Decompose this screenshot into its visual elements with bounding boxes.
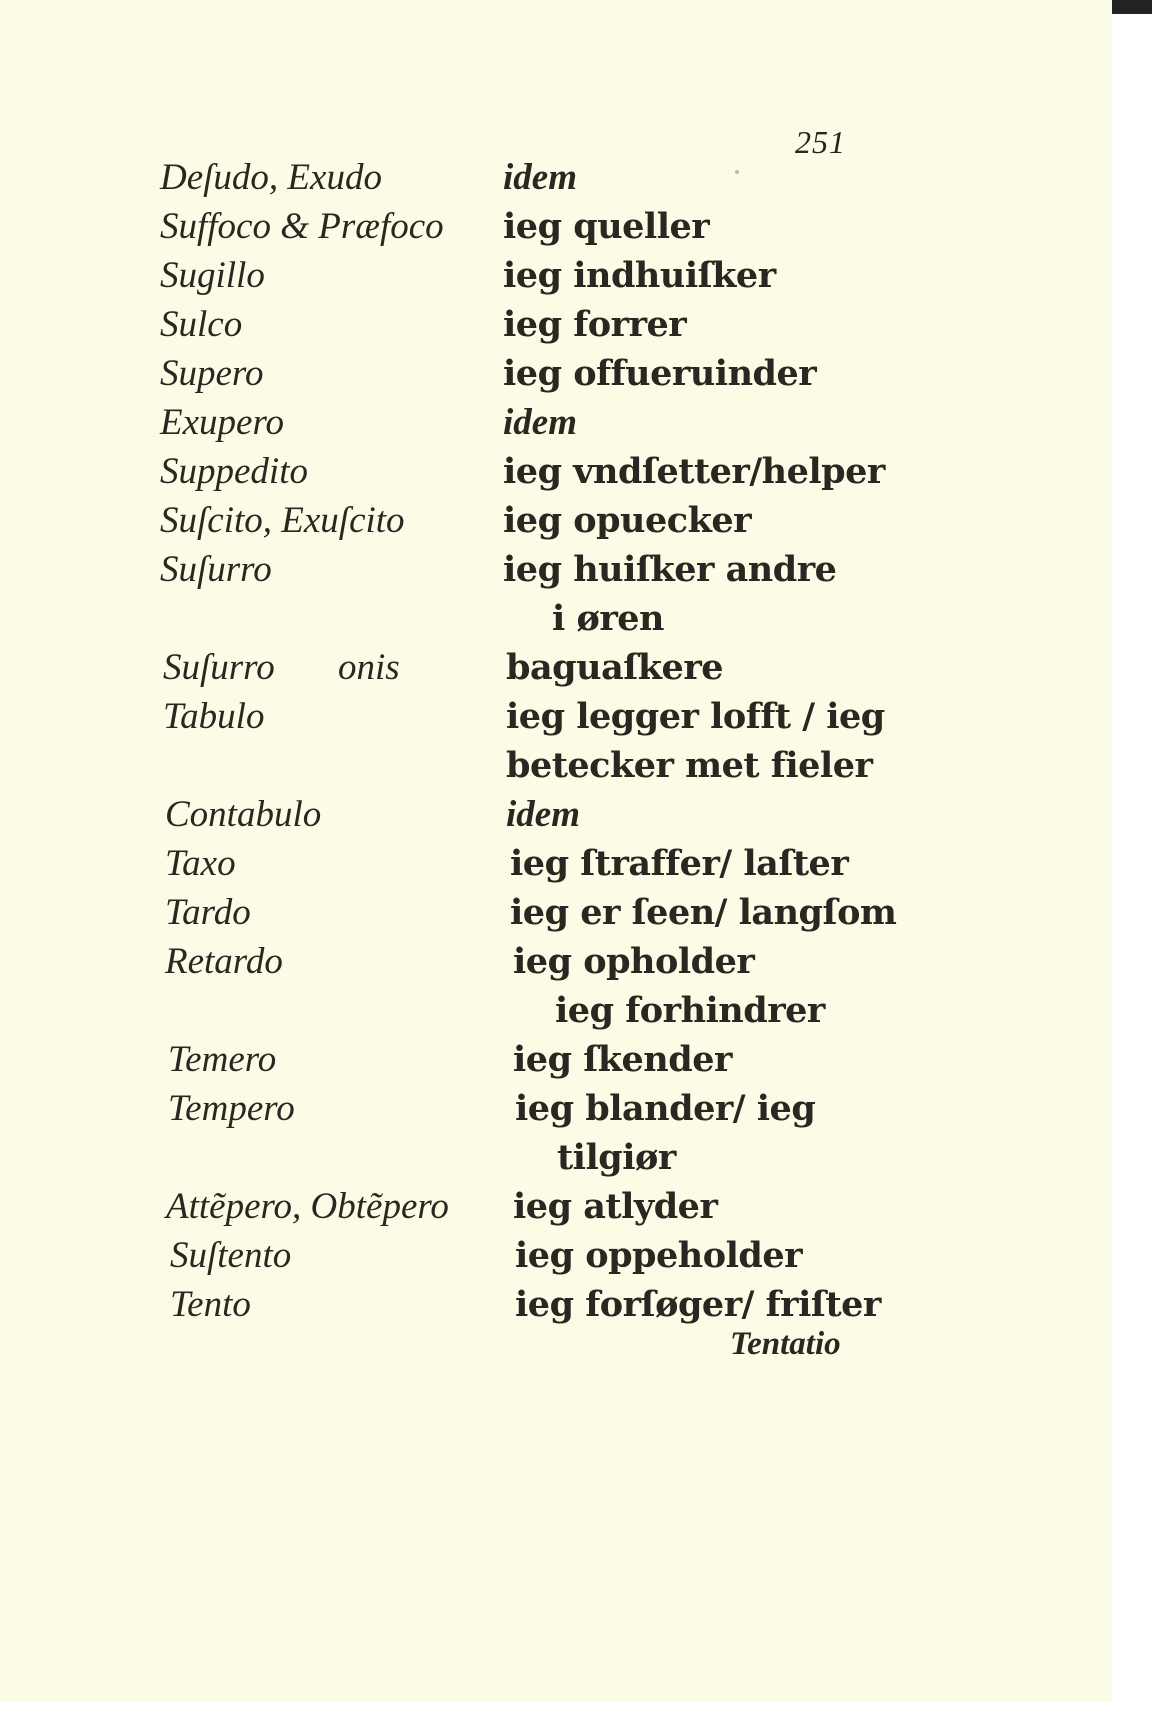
page-number: 251 — [795, 124, 846, 160]
danish-gloss: ieg offueruinder — [503, 353, 817, 394]
latin-term: Tardo — [165, 892, 251, 933]
catchword: Tentatio — [730, 1326, 841, 1362]
latin-term: Temero — [168, 1039, 277, 1080]
latin-term: Sugillo — [160, 255, 265, 296]
danish-gloss: ieg forrer — [503, 304, 687, 345]
latin-term: Suſurro — [160, 549, 272, 590]
danish-gloss: idem — [506, 794, 580, 835]
danish-gloss: ieg opholder — [513, 941, 755, 982]
latin-term: Supero — [160, 353, 264, 394]
danish-gloss: ieg legger lofft / ieg — [506, 696, 885, 737]
latin-term: Taxo — [165, 843, 236, 884]
danish-gloss: idem — [503, 157, 577, 198]
danish-gloss-continued: ieg forhindrer — [555, 990, 825, 1031]
danish-gloss: ieg atlyder — [513, 1186, 718, 1227]
danish-gloss: baguaſkere — [506, 647, 724, 688]
danish-gloss-continued: tilgiør — [557, 1137, 676, 1178]
latin-term: Sulco — [160, 304, 243, 345]
latin-term: Contabulo — [165, 794, 322, 835]
danish-gloss: ieg queller — [503, 206, 710, 247]
danish-gloss: ieg er ſeen/ langſom — [510, 892, 897, 933]
ink-speck — [735, 170, 739, 174]
latin-term: Tabulo — [163, 696, 265, 737]
danish-gloss-continued: i øren — [552, 598, 664, 639]
latin-term: Suſtento — [170, 1235, 292, 1276]
latin-term-suffix: onis — [338, 647, 400, 688]
latin-term: Retardo — [165, 941, 283, 982]
danish-gloss-continued: betecker met fieler — [506, 745, 873, 786]
danish-gloss: ieg opuecker — [503, 500, 752, 541]
danish-gloss: ieg indhuiſker — [503, 255, 776, 296]
danish-gloss: ieg huiſker andre — [503, 549, 837, 590]
latin-term: Tento — [170, 1284, 251, 1325]
danish-gloss: ieg blander/ ieg — [515, 1088, 816, 1129]
latin-term: Suffoco & Præfoco — [160, 206, 444, 247]
latin-term: Attẽpero, Obtẽpero — [166, 1186, 449, 1227]
scan-edge — [1112, 0, 1152, 14]
latin-term: Suſcito, Exuſcito — [160, 500, 405, 541]
danish-gloss: ieg oppeholder — [515, 1235, 803, 1276]
latin-term: Deſudo, Exudo — [160, 157, 382, 198]
latin-term: Suppedito — [160, 451, 308, 492]
latin-term: Tempero — [168, 1088, 295, 1129]
latin-term: Exupero — [160, 402, 284, 443]
latin-term: Suſurro — [163, 647, 275, 688]
danish-gloss: ieg ſtraffer/ laſter — [510, 843, 849, 884]
danish-gloss: idem — [503, 402, 577, 443]
danish-gloss: ieg forſøger/ friſter — [515, 1284, 881, 1325]
danish-gloss: ieg vndſetter/helper — [503, 451, 885, 492]
danish-gloss: ieg ſkender — [513, 1039, 732, 1080]
